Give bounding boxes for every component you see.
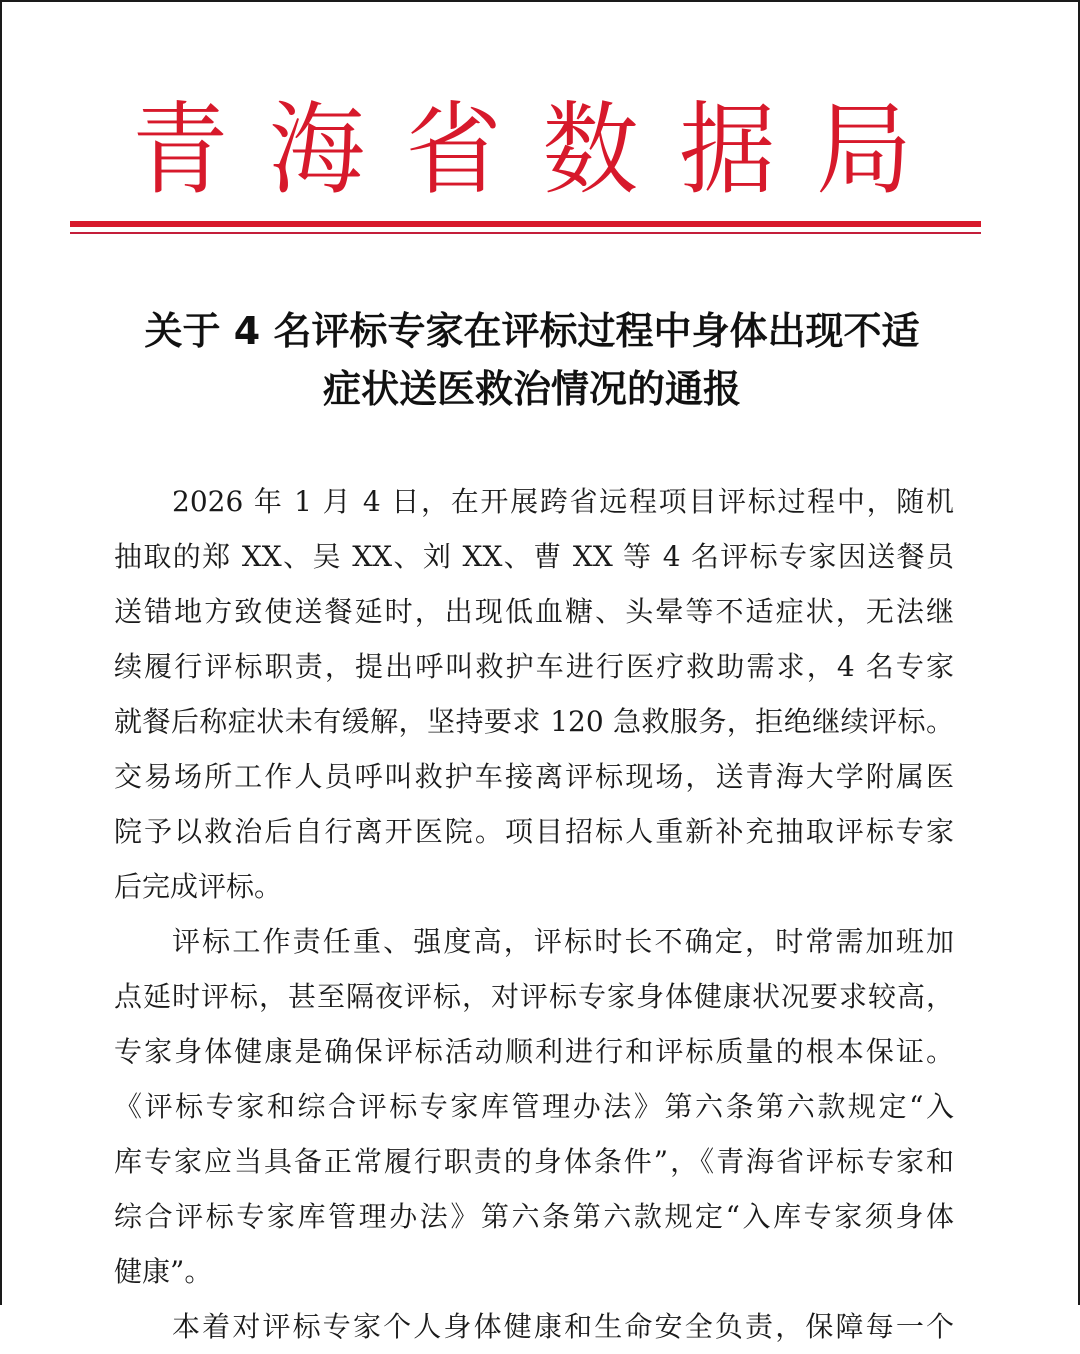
document-title: [102, 302, 962, 418]
masthead-char: 青: [132, 91, 228, 209]
body-line: 抽取的郑 XX、吴 XX、刘 XX、曹 XX 等 4 名评标专家因送餐员: [114, 540, 954, 573]
body-line: 评标工作责任重、强度高，评标时长不确定，时常需加班加: [172, 925, 954, 958]
document-body: [114, 474, 954, 1354]
body-line: 本着对评标专家个人身体健康和生命安全负责，保障每一个: [172, 1310, 954, 1343]
masthead-char: 局: [815, 91, 912, 209]
body-line: 库专家应当具备正常履行职责的身体条件”，《青海省评标专家和: [114, 1145, 954, 1178]
body-line: 《评标专家和综合评标专家库管理办法》第六条第六款规定“入: [114, 1090, 954, 1123]
title-line: 症状送医救治情况的通报: [322, 367, 741, 411]
masthead-char: 据: [679, 91, 776, 209]
body-line: 交易场所工作人员呼叫救护车接离评标现场，送青海大学附属医: [114, 760, 954, 793]
body-line: 续履行评标职责，提出呼叫救护车进行医疗救助需求，4 名专家: [114, 650, 954, 683]
masthead-rule-thin: [70, 232, 981, 234]
body-line: 点延时评标，甚至隔夜评标，对评标专家身体健康状况要求较高，: [114, 980, 954, 1013]
body-line: 后完成评标。: [114, 870, 283, 903]
masthead-char: 省: [405, 91, 502, 209]
body-line: 专家身体健康是确保评标活动顺利进行和评标质量的根本保证。: [114, 1035, 954, 1068]
masthead-rule-thick: [70, 221, 981, 227]
body-line: 送错地方致使送餐延时，出现低血糖、头晕等不适症状，无法继: [114, 595, 954, 628]
body-line: 健康”。: [114, 1255, 213, 1288]
body-line: 就餐后称症状未有缓解，坚持要求 120 急救服务，拒绝继续评标。: [114, 705, 954, 738]
title-line: 关于 4 名评标专家在评标过程中身体出现不适: [144, 309, 920, 353]
body-line: 2026 年 1 月 4 日，在开展跨省远程项目评标过程中，随机: [172, 485, 954, 518]
masthead-char: 数: [542, 91, 639, 209]
body-line: 院予以救治后自行离开医院。项目招标人重新补充抽取评标专家: [114, 815, 954, 848]
masthead-char: 海: [268, 91, 365, 209]
body-line: 综合评标专家库管理办法》第六条第六款规定“入库专家须身体: [114, 1200, 954, 1233]
agency-masthead: [132, 90, 912, 210]
